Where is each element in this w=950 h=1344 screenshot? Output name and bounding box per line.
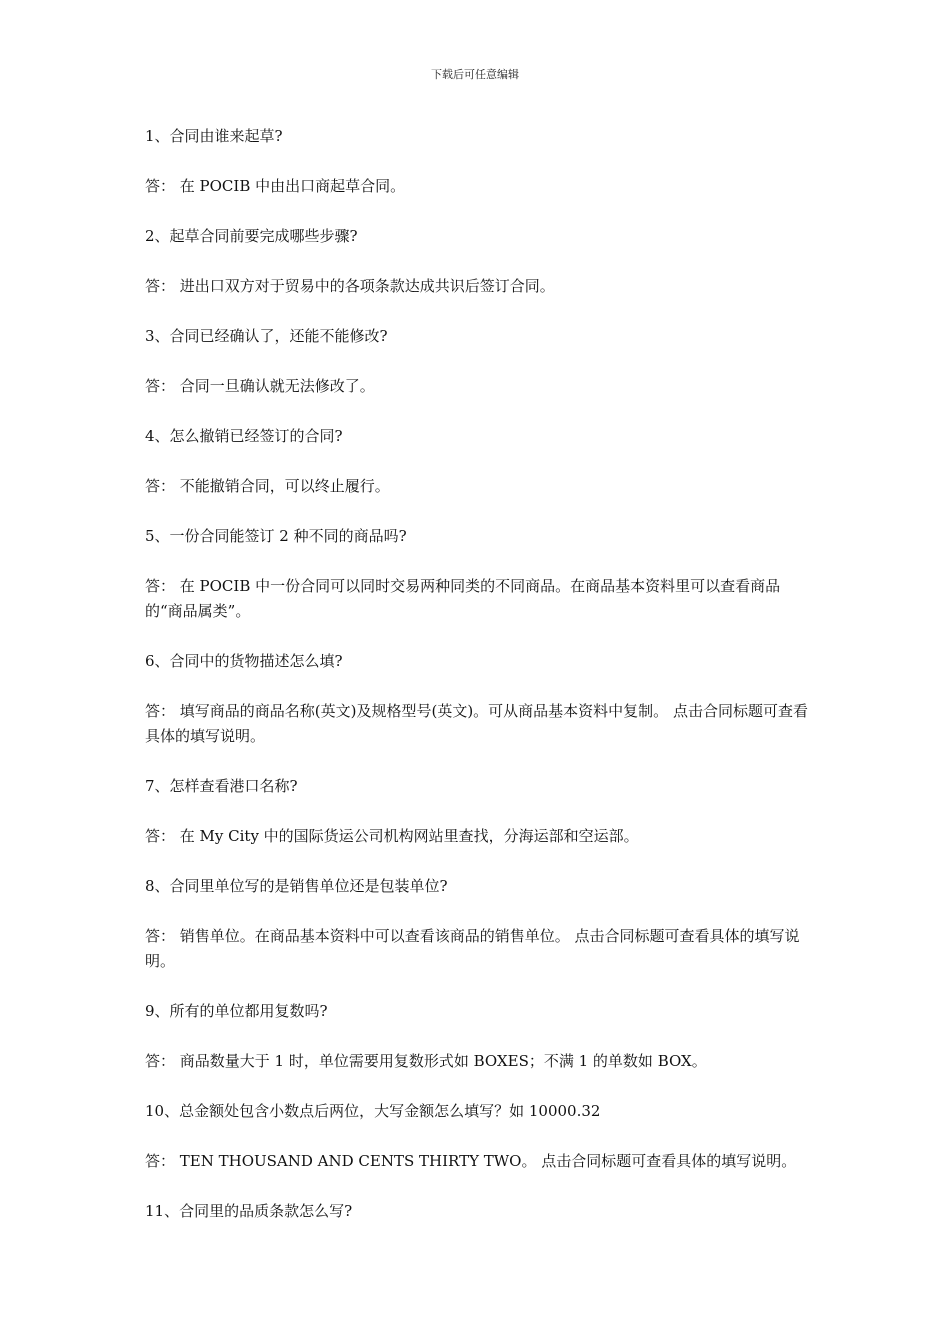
answer-9: 答： 商品数量大于 1 时，单位需要用复数形式如 BOXES；不满 1 的单数如 BOX。 [145, 1052, 707, 1070]
answer-10: 答： TEN THOUSAND AND CENTS THIRTY TWO。 点击合同标题可查看具体的填写说明。 [145, 1152, 797, 1170]
question-8: 8、合同里单位写的是销售单位还是包装单位? [145, 877, 448, 895]
question-7: 7、怎样查看港口名称? [145, 777, 298, 795]
question-10: 10、总金额处包含小数点后两位，大写金额怎么填写？如 10000.32 [145, 1102, 601, 1120]
question-11: 11、合同里的品质条款怎么写? [145, 1202, 353, 1220]
answer-4: 答： 不能撤销合同，可以终止履行。 [145, 477, 390, 495]
answer-5: 答： 在 POCIB 中一份合同可以同时交易两种同类的不同商品。在商品基本资料里可以查看商品的“商品属类”。 [145, 577, 781, 620]
answer-6: 答： 填写商品的商品名称(英文)及规格型号(英文)。可从商品基本资料中复制。 点击合同标题可查看具体的填写说明。 [145, 702, 808, 745]
page-header: 下载后可任意编辑 [431, 68, 519, 81]
question-5: 5、一份合同能签订 2 种不同的商品吗? [145, 527, 407, 545]
question-1: 1、合同由谁来起草? [145, 127, 283, 145]
question-6: 6、合同中的货物描述怎么填? [145, 652, 343, 670]
answer-8: 答： 销售单位。在商品基本资料中可以查看该商品的销售单位。 点击合同标题可查看具体的填写说明。 [145, 927, 800, 970]
answer-7: 答： 在 My City 中的国际货运公司机构网站里查找，分海运部和空运部。 [145, 827, 639, 845]
question-2: 2、起草合同前要完成哪些步骤? [145, 227, 358, 245]
question-4: 4、怎么撤销已经签订的合同? [145, 427, 343, 445]
question-9: 9、所有的单位都用复数吗? [145, 1002, 328, 1020]
document-body [145, 124, 813, 1249]
answer-1: 答： 在 POCIB 中由出口商起草合同。 [145, 177, 406, 195]
question-3: 3、合同已经确认了，还能不能修改? [145, 327, 388, 345]
answer-2: 答： 进出口双方对于贸易中的各项条款达成共识后签订合同。 [145, 277, 555, 295]
answer-3: 答： 合同一旦确认就无法修改了。 [145, 377, 375, 395]
